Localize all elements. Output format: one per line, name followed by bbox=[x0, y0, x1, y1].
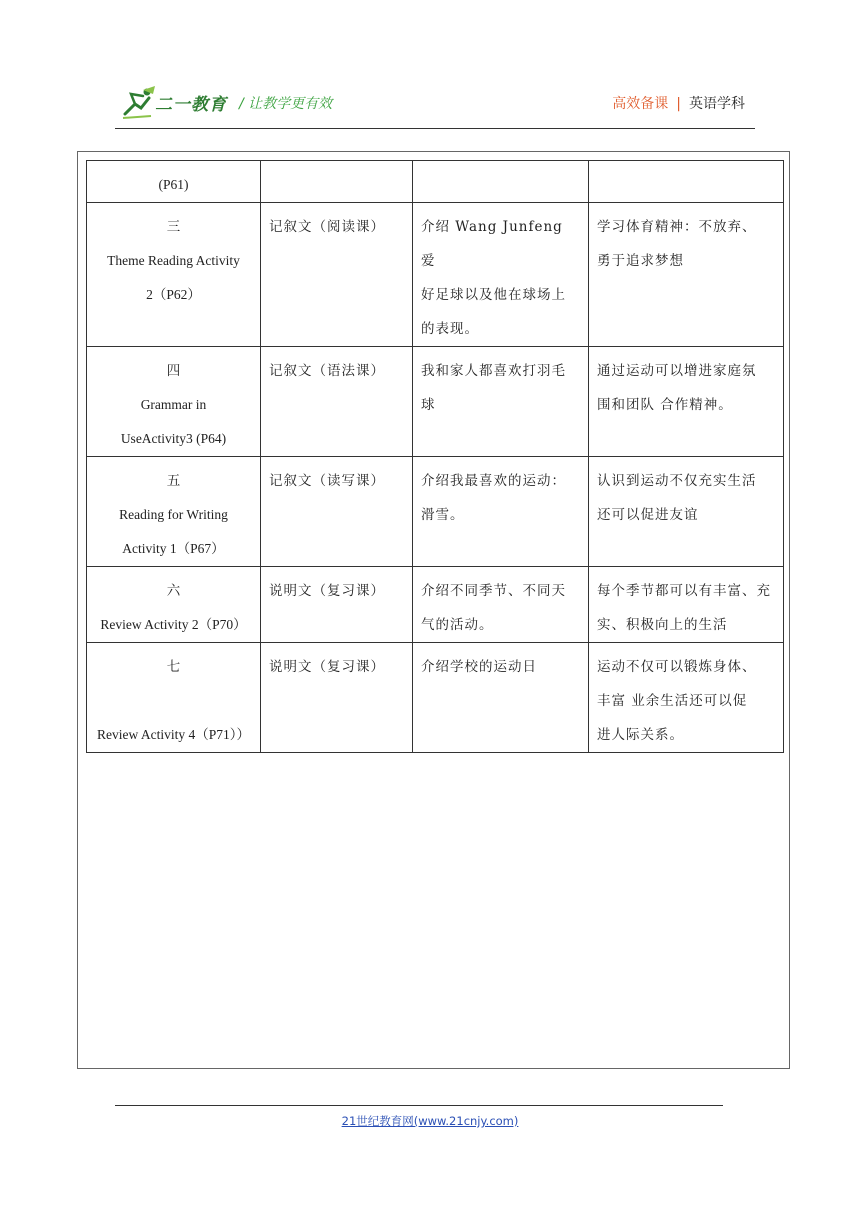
cell-line: (P61) bbox=[158, 177, 189, 192]
cell-line bbox=[95, 684, 252, 718]
cell-line: 我和家人都喜欢打羽毛 bbox=[421, 363, 566, 379]
table-cell bbox=[413, 567, 589, 643]
table-cell bbox=[589, 643, 784, 753]
cell-line: 四 bbox=[166, 363, 181, 378]
cell-line: Theme Reading Activity bbox=[107, 253, 240, 268]
cell-line: 说明文（复习课） bbox=[269, 659, 385, 675]
cell-line: 滑雪。 bbox=[421, 507, 465, 523]
cell-line: 介绍学校的运动日 bbox=[421, 659, 537, 675]
table-cell bbox=[589, 567, 784, 643]
cell-line: 运动不仅可以锻炼身体、 bbox=[597, 659, 757, 675]
table-row bbox=[87, 457, 784, 567]
table-cell bbox=[413, 203, 589, 347]
cell-line bbox=[421, 168, 580, 202]
cell-line: 围和团队 合作精神。 bbox=[597, 397, 733, 413]
table-cell bbox=[87, 643, 261, 753]
cell-line: 五 bbox=[166, 473, 181, 488]
cell-line: 球 bbox=[421, 397, 436, 413]
table-row bbox=[87, 347, 784, 457]
cell-line: 六 bbox=[166, 583, 181, 598]
cell-line: 进人际关系。 bbox=[597, 727, 684, 743]
table-cell bbox=[589, 203, 784, 347]
table-cell bbox=[87, 457, 261, 567]
cell-line: 每个季节都可以有丰富、充 bbox=[597, 583, 771, 599]
cell-line: Activity 1（P67） bbox=[122, 541, 225, 556]
header-tag-subject: 英语学科 bbox=[689, 96, 745, 112]
table-cell bbox=[413, 643, 589, 753]
table-row bbox=[87, 203, 784, 347]
table-cell bbox=[261, 457, 413, 567]
table-cell bbox=[589, 347, 784, 457]
cell-line: 通过运动可以增进家庭氛 bbox=[597, 363, 757, 379]
header-tag-prep: 高效备课 bbox=[612, 96, 669, 112]
cell-line: Review Activity 2（P70） bbox=[100, 617, 247, 632]
cell-line: Review Activity 4（P71）） bbox=[97, 727, 250, 742]
header-separator: | bbox=[676, 96, 681, 112]
brand-name: 二一教育 bbox=[155, 95, 227, 115]
cell-line: 记叙文（语法课） bbox=[269, 363, 385, 379]
cell-line: 学习体育精神：不放弃、 bbox=[597, 219, 757, 235]
cell-line: 介绍 Wang Junfeng 爱 bbox=[421, 219, 563, 269]
cell-line bbox=[269, 168, 404, 202]
cell-line: 2（P62） bbox=[146, 287, 201, 302]
cell-line: Reading for Writing bbox=[119, 507, 228, 522]
table-cell bbox=[87, 161, 261, 203]
cell-line: 三 bbox=[166, 219, 181, 234]
cell-line: 丰富 业余生活还可以促 bbox=[597, 693, 748, 709]
footer-divider bbox=[115, 1105, 723, 1106]
table-cell bbox=[589, 457, 784, 567]
table-cell bbox=[413, 161, 589, 203]
table-row bbox=[87, 643, 784, 753]
cell-line: 实、积极向上的生活 bbox=[597, 617, 728, 633]
table-cell bbox=[87, 203, 261, 347]
slogan: / 让教学更有效 bbox=[239, 96, 333, 112]
cell-line: 的表现。 bbox=[421, 321, 479, 337]
table-cell bbox=[261, 643, 413, 753]
page-header bbox=[115, 82, 755, 122]
table-cell bbox=[261, 161, 413, 203]
cell-line: 气的活动。 bbox=[421, 617, 494, 633]
header-divider bbox=[115, 128, 755, 129]
cell-line: Grammar in bbox=[140, 397, 207, 412]
table-cell bbox=[261, 567, 413, 643]
header-subject bbox=[612, 93, 745, 113]
cell-line: 记叙文（阅读课） bbox=[269, 219, 385, 235]
cell-line: 记叙文（读写课） bbox=[269, 473, 385, 489]
table-row bbox=[87, 161, 784, 203]
cell-line: UseActivity3 (P64) bbox=[120, 431, 227, 446]
cell-line: 介绍不同季节、不同天 bbox=[421, 583, 566, 599]
lesson-table bbox=[86, 160, 784, 753]
table-row bbox=[87, 567, 784, 643]
cell-line bbox=[597, 168, 775, 202]
table-cell bbox=[413, 457, 589, 567]
table-cell bbox=[261, 347, 413, 457]
footer-link[interactable]: 21世纪教育网(www.21cnjy.com) bbox=[341, 1114, 519, 1128]
cell-line: 勇于追求梦想 bbox=[597, 253, 684, 269]
table-cell bbox=[413, 347, 589, 457]
cell-line: 介绍我最喜欢的运动： bbox=[421, 473, 566, 489]
table-cell bbox=[261, 203, 413, 347]
cell-line: 好足球以及他在球场上 bbox=[421, 287, 566, 303]
table-cell bbox=[87, 347, 261, 457]
cell-line: 说明文（复习课） bbox=[269, 583, 385, 599]
cell-line: 认识到运动不仅充实生活 bbox=[597, 473, 757, 489]
cell-line: 还可以促进友谊 bbox=[597, 507, 699, 523]
table-cell bbox=[87, 567, 261, 643]
table-cell bbox=[589, 161, 784, 203]
cell-line: 七 bbox=[166, 659, 181, 674]
